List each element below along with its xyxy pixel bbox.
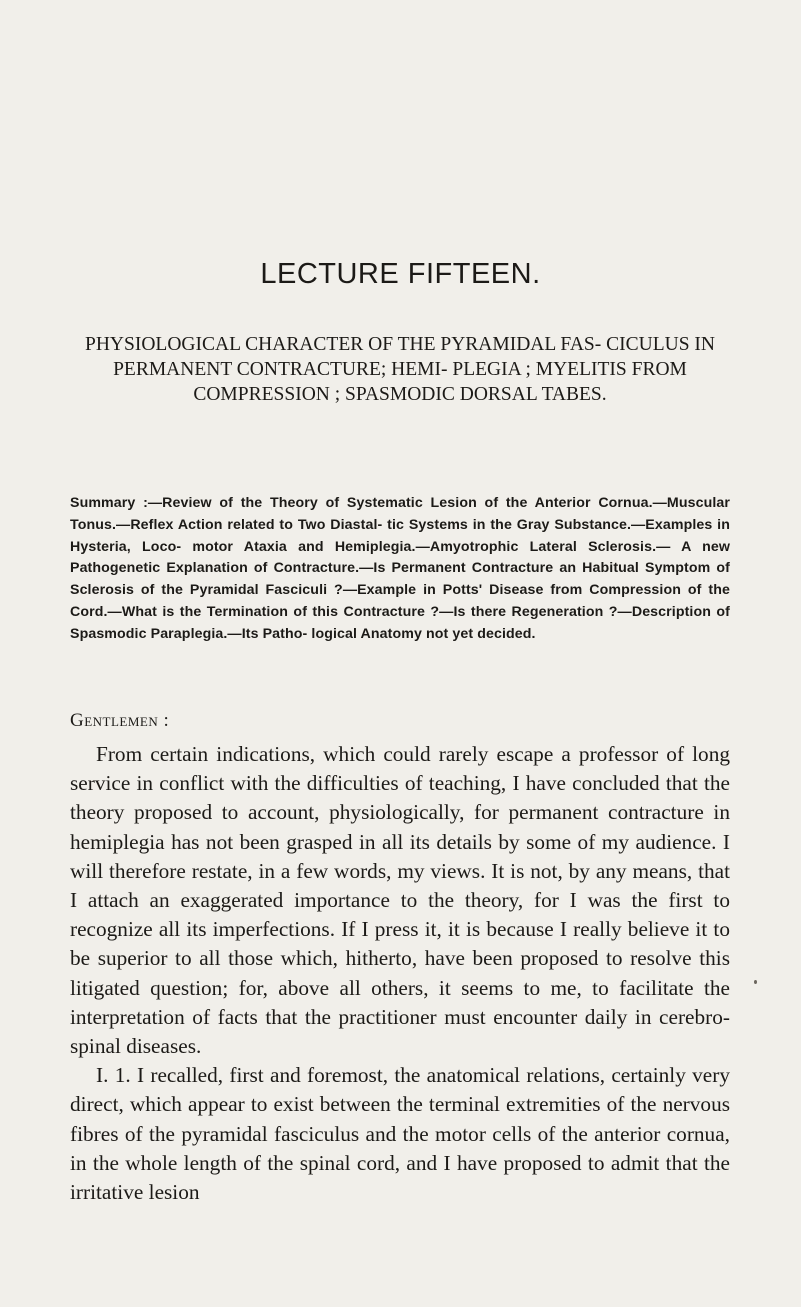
- lecture-subtitle: PHYSIOLOGICAL CHARACTER OF THE PYRAMIDAL FAS- CICULUS IN PERMANENT CONTRACTURE; HEMI- PLEGIA ; MYELITIS FROM COMPRESSION ; SPASMODIC DORSAL TABES.: [85, 334, 715, 405]
- body-paragraph: I. 1. I recalled, first and foremost, the anatomical relations, certainly very direct, which appear to exist between the terminal extremities of the nervous fibres of the pyramidal fasciculus and the motor cells of the anterior cornua, in the whole length of the spinal cord, and I have proposed to admit that the irritative lesion: [70, 1063, 730, 1205]
- body-text: [70, 740, 730, 1207]
- lecture-title: LECTURE FIFTEEN.: [260, 258, 541, 290]
- body-paragraph: From certain indications, which could rarely escape a professor of long service in conflict with the difficulties of teaching, I have concluded that the theory proposed to account, physiologically, for permanent contracture in hemiplegia has not been grasped in all its details by some of my audience. I will therefore restate, in a few words, my views. It is not, by any means, that I attach an exaggerated importance to the theory, for I was the first to recognize all its imperfections. If I press it, it is because I really believe it to be superior to all those which, hitherto, have been proposed to resolve this litigated question; for, above all others, it seems to me, to facilitate the interpretation of facts that the practitioner must encounter daily in cerebro-spinal diseases.: [70, 742, 730, 1059]
- paper-speck: [754, 980, 757, 984]
- summary-paragraph: Summary :—Review of the Theory of Systematic Lesion of the Anterior Cornua.—Muscular Tonus.—Reflex Action related to Two Diastal- tic Systems in the Gray Substance.—Examples in Hysteria, Loco- motor Ataxia and Hemiplegia.—Amyotrophic Lateral Sclerosis.— A new Pathogenetic Explanation of Contracture.—Is Permanent Contracture an Habitual Symptom of Sclerosis of the Pyramidal Fasciculi ?—Example in Potts' Disease from Compression of the Cord.—What is the Termination of this Contracture ?—Is there Regeneration ?—Description of Spasmodic Paraplegia.—Its Patho- logical Anatomy not yet decided.: [70, 495, 730, 642]
- salutation: Gentlemen :: [70, 710, 170, 731]
